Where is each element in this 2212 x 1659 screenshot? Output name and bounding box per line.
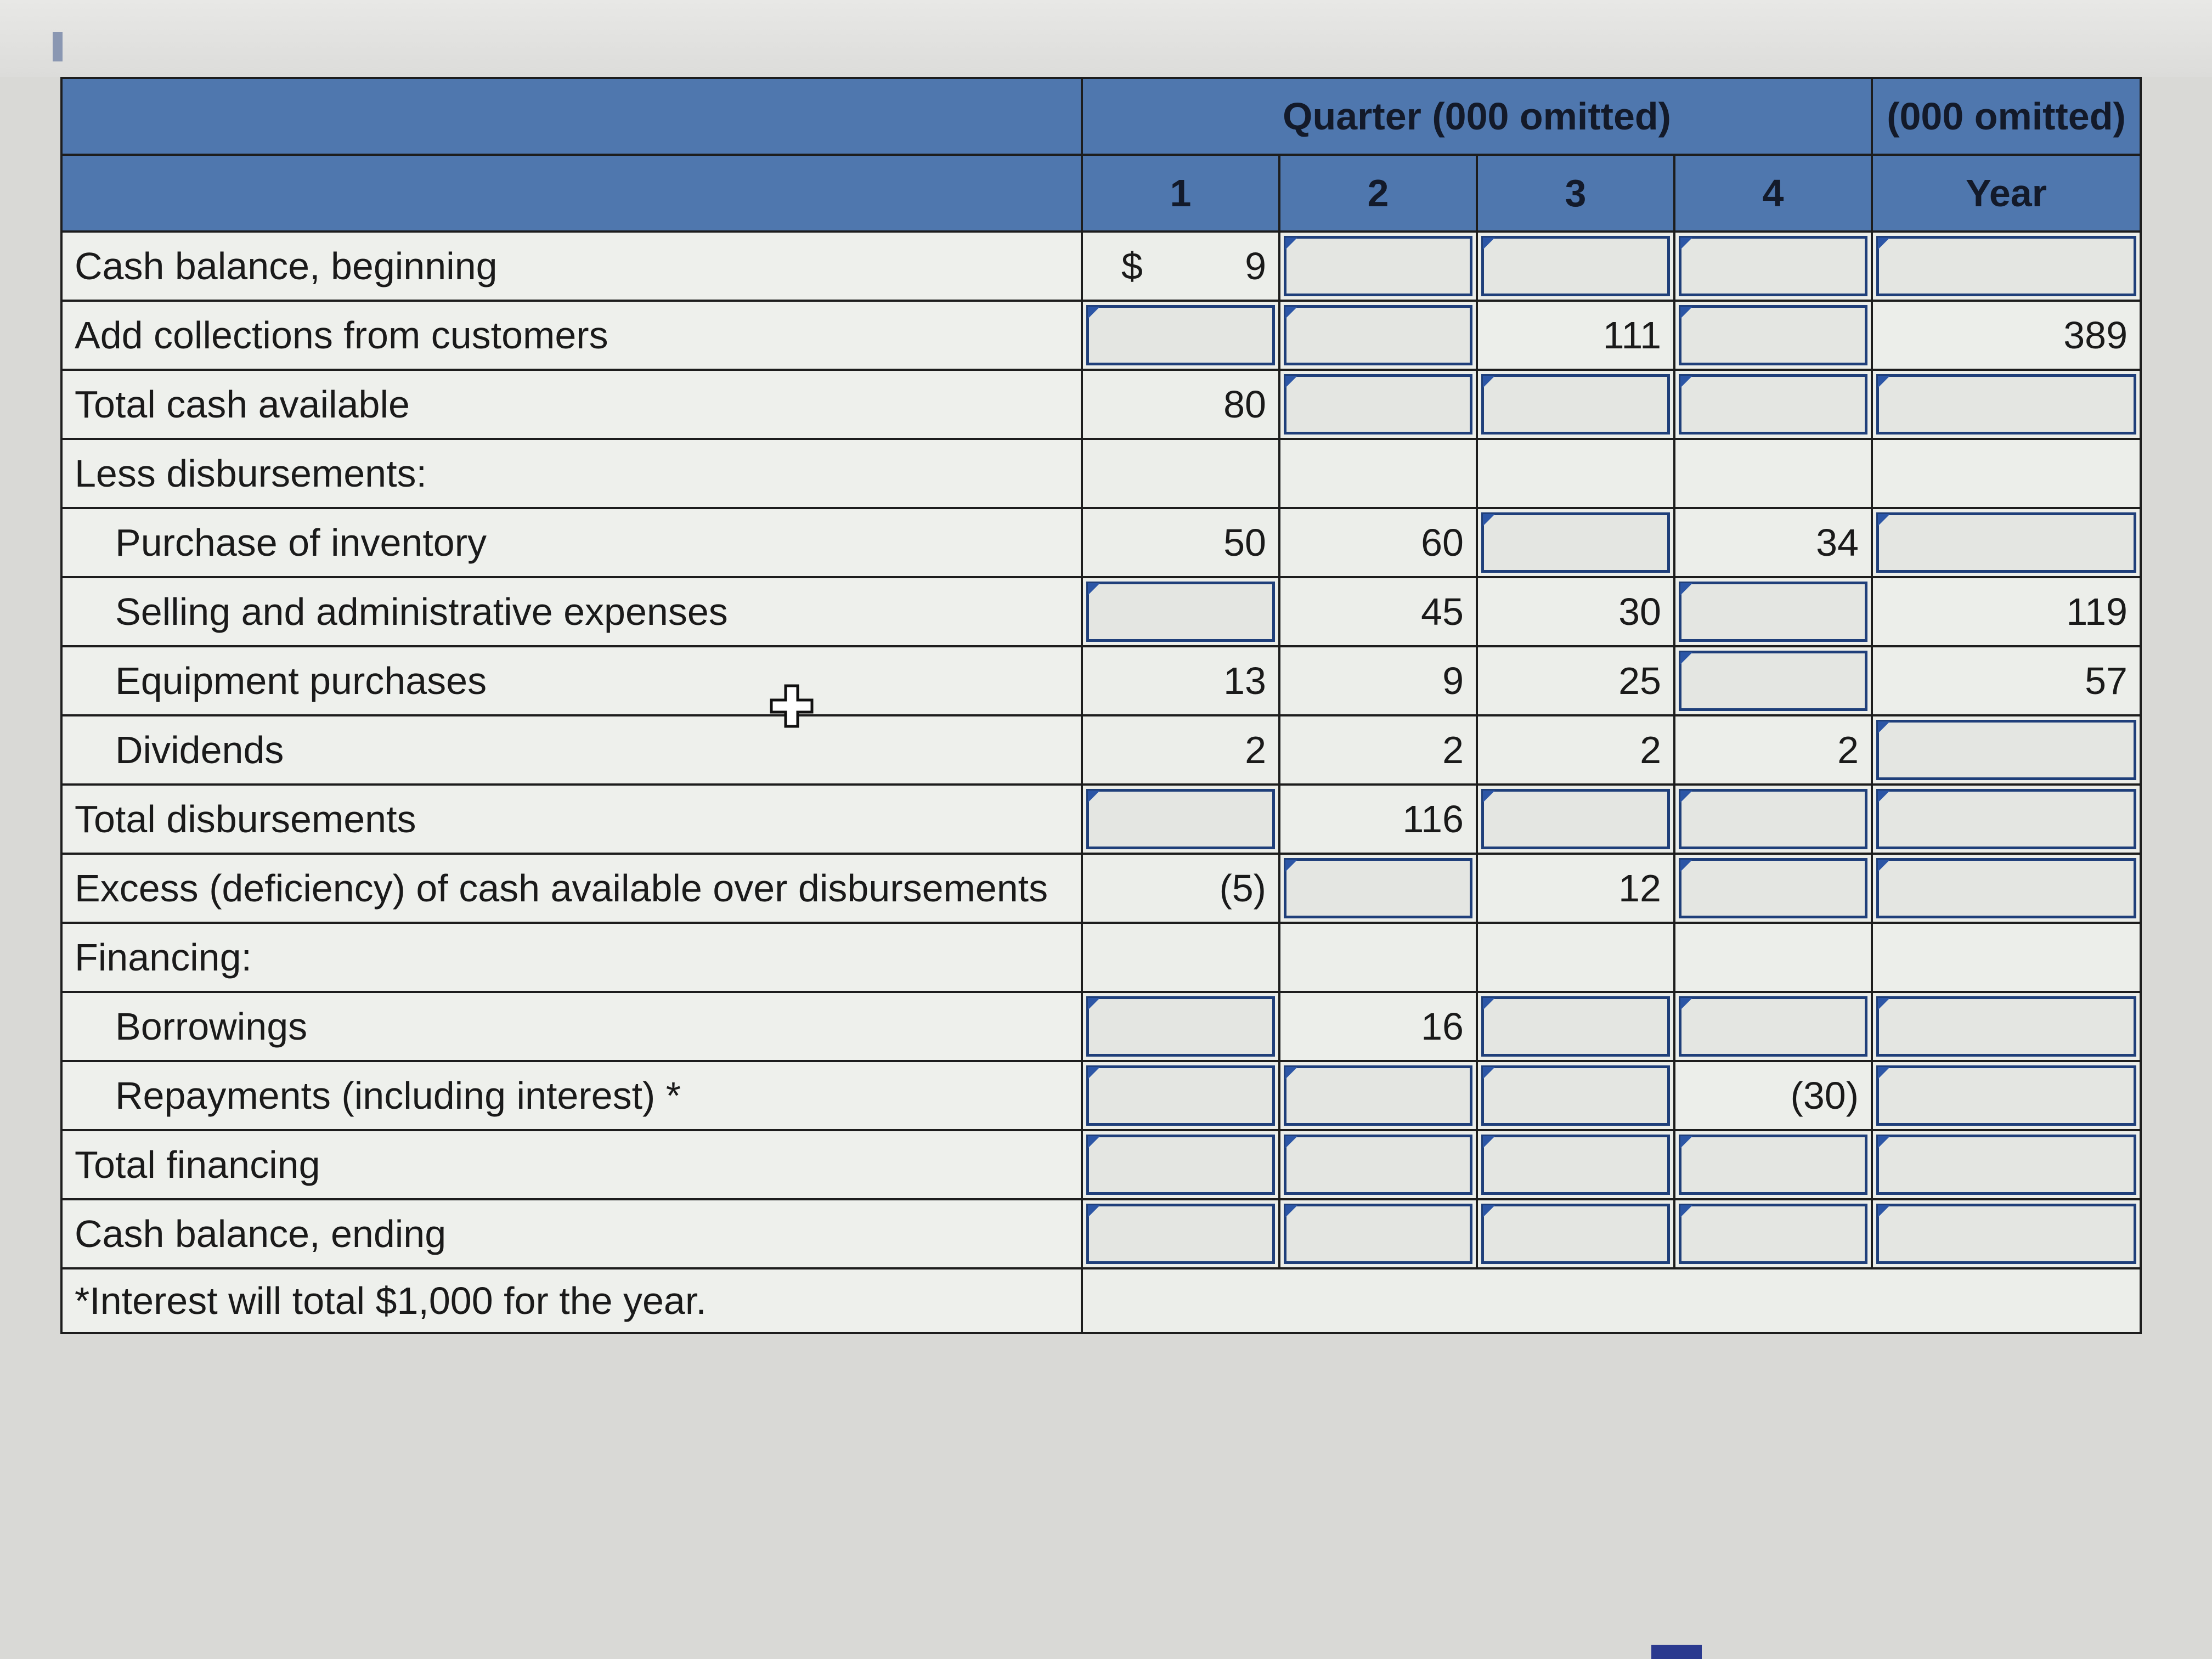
cell-year[interactable] bbox=[1872, 854, 2141, 923]
scroll-indicator[interactable] bbox=[53, 32, 63, 61]
table-row bbox=[61, 715, 2141, 785]
cell-q3[interactable] bbox=[1477, 1061, 1674, 1130]
cell-year bbox=[1872, 577, 2141, 646]
cell-q2[interactable] bbox=[1279, 1199, 1477, 1268]
answer-input[interactable] bbox=[1481, 1135, 1670, 1195]
col-year: Year bbox=[1872, 155, 2141, 232]
cell-value: 12 bbox=[1618, 867, 1661, 910]
cell-q3 bbox=[1477, 301, 1674, 370]
header-row-titles bbox=[61, 78, 2141, 155]
cell-q2 bbox=[1279, 992, 1477, 1061]
cell-q1 bbox=[1082, 923, 1279, 992]
cell-q4[interactable] bbox=[1674, 854, 1872, 923]
row-label: Excess (deficiency) of cash available over disbursements bbox=[61, 854, 1082, 923]
answer-input[interactable] bbox=[1481, 789, 1670, 849]
cell-q3[interactable] bbox=[1477, 1199, 1674, 1268]
cell-q1 bbox=[1082, 439, 1279, 508]
cell-year[interactable] bbox=[1872, 992, 2141, 1061]
cell-q4 bbox=[1674, 715, 1872, 785]
answer-input[interactable] bbox=[1876, 236, 2136, 296]
cell-value: 119 bbox=[2066, 590, 2128, 633]
table-row bbox=[61, 232, 2141, 301]
footnote-blank bbox=[1082, 1268, 2141, 1333]
col-quarter-4: 4 bbox=[1674, 155, 1872, 232]
cell-year[interactable] bbox=[1872, 370, 2141, 439]
cell-value: (5) bbox=[1219, 867, 1266, 910]
cell-value: (30) bbox=[1790, 1074, 1859, 1117]
answer-input[interactable] bbox=[1679, 582, 1867, 642]
cell-q4[interactable] bbox=[1674, 370, 1872, 439]
cell-year[interactable] bbox=[1872, 232, 2141, 301]
cell-value: 2 bbox=[1245, 729, 1266, 771]
cell-q1 bbox=[1082, 646, 1279, 715]
cell-value: 2 bbox=[1640, 729, 1661, 771]
table-row bbox=[61, 508, 2141, 577]
cell-q1[interactable] bbox=[1082, 1061, 1279, 1130]
cell-q2 bbox=[1279, 508, 1477, 577]
cell-q3[interactable] bbox=[1477, 370, 1674, 439]
cell-value: 80 bbox=[1223, 383, 1266, 426]
answer-input[interactable] bbox=[1086, 789, 1275, 849]
cell-q1 bbox=[1082, 370, 1279, 439]
cell-q4[interactable] bbox=[1674, 1199, 1872, 1268]
cell-year[interactable] bbox=[1872, 785, 2141, 854]
cell-q3 bbox=[1477, 715, 1674, 785]
answer-input[interactable] bbox=[1481, 996, 1670, 1057]
cell-q3[interactable] bbox=[1477, 992, 1674, 1061]
answer-input[interactable] bbox=[1876, 789, 2136, 849]
answer-input[interactable] bbox=[1679, 1135, 1867, 1195]
row-label: Selling and administrative expenses bbox=[61, 577, 1082, 646]
cell-value: 30 bbox=[1618, 590, 1661, 633]
cell-q1[interactable] bbox=[1082, 577, 1279, 646]
cell-q2[interactable] bbox=[1279, 1061, 1477, 1130]
cell-q3[interactable] bbox=[1477, 508, 1674, 577]
year-title: (000 omitted) bbox=[1872, 78, 2141, 155]
answer-input[interactable] bbox=[1284, 305, 1472, 365]
cell-value: 9 bbox=[1245, 245, 1266, 287]
cell-q4[interactable] bbox=[1674, 1130, 1872, 1199]
cell-q3 bbox=[1477, 646, 1674, 715]
pagination-icon[interactable] bbox=[1651, 1645, 1702, 1659]
cell-value: 60 bbox=[1421, 521, 1464, 564]
answer-input[interactable] bbox=[1284, 1204, 1472, 1264]
answer-input[interactable] bbox=[1876, 720, 2136, 780]
cell-q4[interactable] bbox=[1674, 785, 1872, 854]
answer-input[interactable] bbox=[1876, 512, 2136, 573]
cell-q1[interactable] bbox=[1082, 1199, 1279, 1268]
cell-q1[interactable] bbox=[1082, 301, 1279, 370]
answer-input[interactable] bbox=[1679, 858, 1867, 918]
cell-q3[interactable] bbox=[1477, 232, 1674, 301]
move-cursor-icon bbox=[769, 684, 814, 729]
header-blank bbox=[61, 78, 1082, 155]
col-quarter-2: 2 bbox=[1279, 155, 1477, 232]
cell-q1 bbox=[1082, 508, 1279, 577]
answer-input[interactable] bbox=[1876, 1135, 2136, 1195]
cell-value: 111 bbox=[1602, 314, 1661, 357]
cell-q2 bbox=[1279, 646, 1477, 715]
table-row bbox=[61, 301, 2141, 370]
cell-q2 bbox=[1279, 577, 1477, 646]
cell-q1 bbox=[1082, 715, 1279, 785]
cell-q3 bbox=[1477, 577, 1674, 646]
answer-input[interactable] bbox=[1481, 1204, 1670, 1264]
cell-q3[interactable] bbox=[1477, 1130, 1674, 1199]
cell-value: 34 bbox=[1816, 521, 1859, 564]
cell-q4 bbox=[1674, 439, 1872, 508]
cell-q3 bbox=[1477, 923, 1674, 992]
cell-q1[interactable] bbox=[1082, 785, 1279, 854]
cell-q4 bbox=[1674, 923, 1872, 992]
cell-value: 57 bbox=[2085, 659, 2128, 702]
answer-input[interactable] bbox=[1876, 1204, 2136, 1264]
answer-input[interactable] bbox=[1086, 996, 1275, 1057]
cell-q4[interactable] bbox=[1674, 232, 1872, 301]
answer-input[interactable] bbox=[1086, 305, 1275, 365]
cell-value: 389 bbox=[2063, 314, 2128, 357]
answer-input[interactable] bbox=[1876, 858, 2136, 918]
footnote-row bbox=[61, 1268, 2141, 1333]
header-row-columns bbox=[61, 155, 2141, 232]
answer-input[interactable] bbox=[1876, 1065, 2136, 1126]
table-row bbox=[61, 646, 2141, 715]
answer-input[interactable] bbox=[1284, 858, 1472, 918]
answer-input[interactable] bbox=[1284, 1065, 1472, 1126]
cash-budget-table bbox=[60, 77, 2142, 1334]
answer-input[interactable] bbox=[1481, 236, 1670, 296]
cell-q1 bbox=[1082, 854, 1279, 923]
row-label: Total disbursements bbox=[61, 785, 1082, 854]
cell-q2[interactable] bbox=[1279, 854, 1477, 923]
cell-year[interactable] bbox=[1872, 1130, 2141, 1199]
cell-value: 9 bbox=[1442, 659, 1464, 702]
row-label: Borrowings bbox=[61, 992, 1082, 1061]
cell-value: 16 bbox=[1421, 1005, 1464, 1048]
row-label: Dividends bbox=[61, 715, 1082, 785]
cell-q2[interactable] bbox=[1279, 301, 1477, 370]
answer-input[interactable] bbox=[1086, 582, 1275, 642]
answer-input[interactable] bbox=[1679, 305, 1867, 365]
answer-input[interactable] bbox=[1481, 1065, 1670, 1126]
cell-q2[interactable] bbox=[1279, 1130, 1477, 1199]
cell-year[interactable] bbox=[1872, 508, 2141, 577]
table-row bbox=[61, 577, 2141, 646]
cell-q1[interactable] bbox=[1082, 992, 1279, 1061]
row-label: Equipment purchases bbox=[61, 646, 1082, 715]
cell-year bbox=[1872, 646, 2141, 715]
cell-year[interactable] bbox=[1872, 715, 2141, 785]
answer-input[interactable] bbox=[1876, 996, 2136, 1057]
cell-q4 bbox=[1674, 508, 1872, 577]
quarter-title: Quarter (000 omitted) bbox=[1082, 78, 1872, 155]
table-row bbox=[61, 923, 2141, 992]
cell-q1 bbox=[1082, 232, 1279, 301]
cell-q4[interactable] bbox=[1674, 301, 1872, 370]
cell-q1[interactable] bbox=[1082, 1130, 1279, 1199]
col-quarter-3: 3 bbox=[1477, 155, 1674, 232]
cell-q4[interactable] bbox=[1674, 992, 1872, 1061]
table-row bbox=[61, 1061, 2141, 1130]
header-blank-2 bbox=[61, 155, 1082, 232]
cell-value: 2 bbox=[1837, 729, 1859, 771]
row-label: Repayments (including interest) * bbox=[61, 1061, 1082, 1130]
table-row bbox=[61, 992, 2141, 1061]
cell-q2[interactable] bbox=[1279, 370, 1477, 439]
cell-q2 bbox=[1279, 785, 1477, 854]
answer-input[interactable] bbox=[1679, 789, 1867, 849]
cell-q3 bbox=[1477, 854, 1674, 923]
cell-q4 bbox=[1674, 1061, 1872, 1130]
row-label: Less disbursements: bbox=[61, 439, 1082, 508]
answer-input[interactable] bbox=[1679, 374, 1867, 435]
row-label: Add collections from customers bbox=[61, 301, 1082, 370]
answer-input[interactable] bbox=[1086, 1065, 1275, 1126]
table-row bbox=[61, 439, 2141, 508]
table-row bbox=[61, 370, 2141, 439]
cell-year bbox=[1872, 439, 2141, 508]
cell-year bbox=[1872, 301, 2141, 370]
col-quarter-1: 1 bbox=[1082, 155, 1279, 232]
answer-input[interactable] bbox=[1876, 374, 2136, 435]
answer-input[interactable] bbox=[1086, 1204, 1275, 1264]
cell-value: 2 bbox=[1442, 729, 1464, 771]
answer-input[interactable] bbox=[1679, 236, 1867, 296]
answer-input[interactable] bbox=[1284, 374, 1472, 435]
cell-value: 25 bbox=[1618, 659, 1661, 702]
cell-q3[interactable] bbox=[1477, 785, 1674, 854]
cell-value: 50 bbox=[1223, 521, 1266, 564]
cell-q4[interactable] bbox=[1674, 646, 1872, 715]
row-label: Total cash available bbox=[61, 370, 1082, 439]
cell-q2 bbox=[1279, 439, 1477, 508]
cell-year[interactable] bbox=[1872, 1199, 2141, 1268]
row-label: Cash balance, beginning bbox=[61, 232, 1082, 301]
answer-input[interactable] bbox=[1284, 236, 1472, 296]
row-label: Total financing bbox=[61, 1130, 1082, 1199]
answer-input[interactable] bbox=[1284, 1135, 1472, 1195]
cell-value: 116 bbox=[1402, 798, 1464, 840]
currency-symbol: $ bbox=[1121, 245, 1143, 287]
screen-glare bbox=[0, 0, 2212, 77]
answer-input[interactable] bbox=[1481, 512, 1670, 573]
table-row bbox=[61, 854, 2141, 923]
row-label: Purchase of inventory bbox=[61, 508, 1082, 577]
footnote: *Interest will total $1,000 for the year. bbox=[61, 1268, 1082, 1333]
cell-value: 45 bbox=[1421, 590, 1464, 633]
table-row bbox=[61, 1199, 2141, 1268]
answer-input[interactable] bbox=[1481, 374, 1670, 435]
cell-q2 bbox=[1279, 715, 1477, 785]
cell-q2 bbox=[1279, 923, 1477, 992]
answer-input[interactable] bbox=[1679, 996, 1867, 1057]
table-row bbox=[61, 785, 2141, 854]
cell-q4[interactable] bbox=[1674, 577, 1872, 646]
cell-q3 bbox=[1477, 439, 1674, 508]
cell-year[interactable] bbox=[1872, 1061, 2141, 1130]
cell-q2[interactable] bbox=[1279, 232, 1477, 301]
row-label: Financing: bbox=[61, 923, 1082, 992]
row-label: Cash balance, ending bbox=[61, 1199, 1082, 1268]
cell-value: 13 bbox=[1223, 659, 1266, 702]
answer-input[interactable] bbox=[1086, 1135, 1275, 1195]
answer-input[interactable] bbox=[1679, 651, 1867, 711]
cell-year bbox=[1872, 923, 2141, 992]
table-row bbox=[61, 1130, 2141, 1199]
answer-input[interactable] bbox=[1679, 1204, 1867, 1264]
